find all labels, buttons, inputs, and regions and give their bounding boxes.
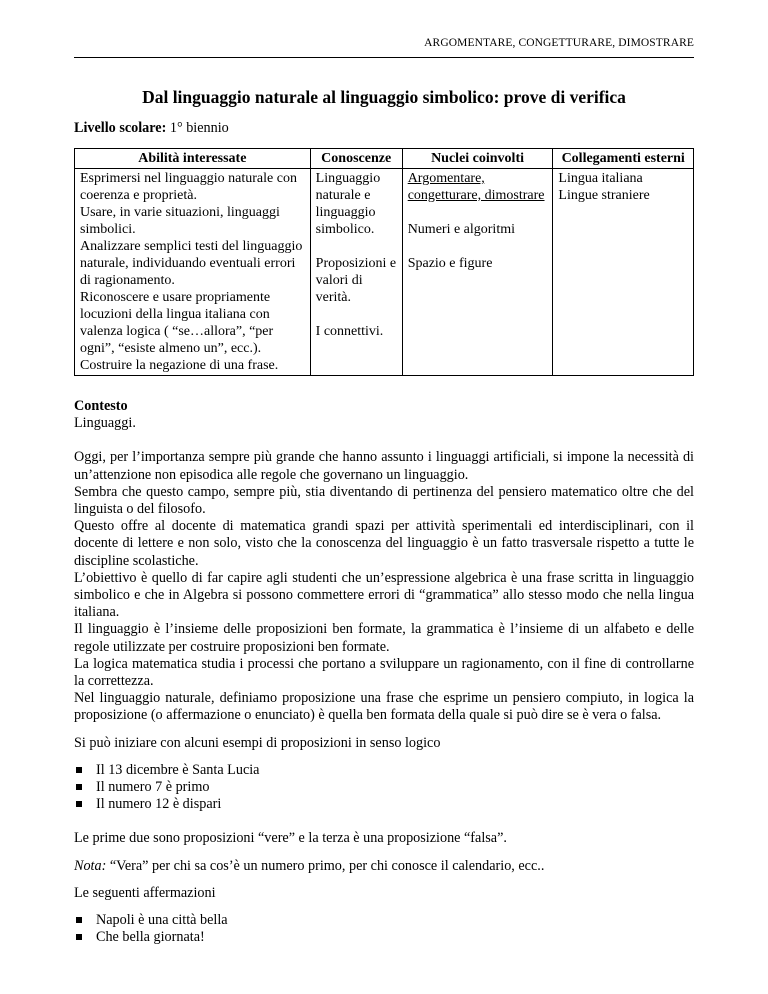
spacer (74, 752, 694, 762)
spacer (74, 813, 694, 830)
abilita-item: Usare, in varie situazioni, linguaggi simbolici. (80, 205, 280, 237)
header-rule (74, 57, 694, 58)
contesto-section (74, 398, 694, 946)
cell-nuclei (402, 169, 553, 376)
paragraph: L’obiettivo è quello di far capire agli studenti che un’espressione algebrica è una frase scritta in linguaggio simbolico e che in Algebra si possono commettere errori di “grammatica” allo stesso modo che nella lingua italiana. (74, 569, 694, 621)
paragraph: Oggi, per l’importanza sempre più grande che hanno assunto i linguaggi artificiali, si impone la necessità di un’attenzione non episodica alle regole che governano un linguaggio. (74, 449, 694, 483)
table-header-row (75, 149, 694, 169)
abilita-item: Costruire la negazione di una frase. (80, 358, 279, 373)
spacer (408, 204, 548, 221)
nuclei-item: Numeri e algoritmi (407, 222, 515, 237)
list-item: Il numero 12 è dispari (74, 796, 694, 813)
abilita-item: Analizzare semplici testi del linguaggio naturale, individuando eventuali errori di ragionamento. (80, 239, 303, 288)
header-abilita: Abilità interessate (75, 149, 311, 169)
examples-intro: Si può iniziare con alcuni esempi di proposizioni in senso logico (74, 734, 441, 751)
list-item: Che bella giornata! (74, 929, 694, 946)
level-line (74, 120, 229, 137)
skills-table (74, 148, 694, 376)
spacer (316, 306, 397, 323)
spacer (74, 432, 694, 449)
paragraph: Questo offre al docente di matematica grandi spazi per attività sperimentali ed interdisciplinari, con il docente di lettere e non solo, visto che la conoscenza del linguaggio è un fatto trasversale rispetto a tutte le discipline scolastiche. (74, 518, 694, 569)
nuclei-item-underlined: Argomentare, congetturare, dimostrare (407, 171, 545, 203)
table-row (75, 169, 694, 376)
spacer (74, 875, 694, 885)
spacer (74, 848, 694, 858)
cell-abilita (75, 169, 311, 376)
conoscenze-item: Proposizioni e valori di verità. (315, 256, 397, 305)
affermazioni-intro: Le seguenti affermazioni (74, 884, 216, 901)
spacer (74, 725, 694, 735)
abilita-item: Esprimersi nel linguaggio naturale con coerenza e proprietà. (80, 171, 297, 203)
contesto-subtitle: Linguaggi. (74, 415, 136, 432)
header-conoscenze: Conoscenze (310, 149, 402, 169)
spacer (408, 238, 548, 255)
affermazioni-list (74, 912, 694, 946)
running-header: ARGOMENTARE, CONGETTURARE, DIMOSTRARE (424, 37, 694, 49)
header-collegamenti: Collegamenti esterni (553, 149, 694, 169)
nota-line (74, 858, 694, 875)
list-item: Napoli è una città bella (74, 912, 694, 929)
examples-list (74, 762, 694, 814)
collegamenti-item: Lingua italiana (558, 171, 643, 186)
paragraph: La logica matematica studia i processi che portano a sviluppare un ragionamento, con il fine di controllarne la correttezza. (74, 655, 694, 690)
paragraph: Sembra che questo campo, sempre più, stia diventando di pertinenza del pensiero matematico oltre che del linguista o del filosofo. (74, 483, 694, 518)
spacer (74, 902, 694, 912)
nuclei-item: Spazio e figure (407, 256, 493, 271)
conoscenze-item: Linguaggio naturale e linguaggio simbolico. (315, 171, 381, 237)
spacer (316, 238, 397, 255)
contesto-heading: Contesto (74, 398, 128, 414)
list-item: Il numero 7 è primo (74, 779, 694, 796)
level-value: 1° biennio (166, 120, 229, 136)
examples-conclusion: Le prime due sono proposizioni “vere” e la terza è una proposizione “falsa”. (74, 830, 507, 847)
header-nuclei: Nuclei coinvolti (402, 149, 553, 169)
nota-text: “Vera” per chi sa cos’è un numero primo, per chi conosce il calendario, ecc.. (106, 857, 545, 874)
nota-label: Nota: (74, 857, 107, 874)
cell-conoscenze (310, 169, 402, 376)
abilita-item: Riconoscere e usare propriamente locuzioni della lingua italiana con valenza logica ( “se…allora”, “per ogni”, “esiste almeno un”, ecc.). (80, 290, 274, 356)
list-item: Il 13 dicembre è Santa Lucia (74, 762, 694, 779)
level-label: Livello scolare: (74, 120, 167, 136)
paragraph: Il linguaggio è l’insieme delle proposizioni ben formate, la grammatica è l’insieme di un alfabeto e delle regole utilizzate per costruire proposizioni ben formate. (74, 621, 694, 655)
cell-collegamenti (553, 169, 694, 376)
document-title: Dal linguaggio naturale al linguaggio simbolico: prove di verifica (142, 87, 626, 107)
paragraph: Nel linguaggio naturale, definiamo proposizione una frase che esprime un pensiero compiuto, in logica la proposizione (o affermazione o enunciato) è quella ben formata della quale si può dire se è vera o falsa. (74, 690, 694, 724)
collegamenti-item: Lingue straniere (558, 188, 650, 203)
conoscenze-item: I connettivi. (315, 324, 384, 339)
